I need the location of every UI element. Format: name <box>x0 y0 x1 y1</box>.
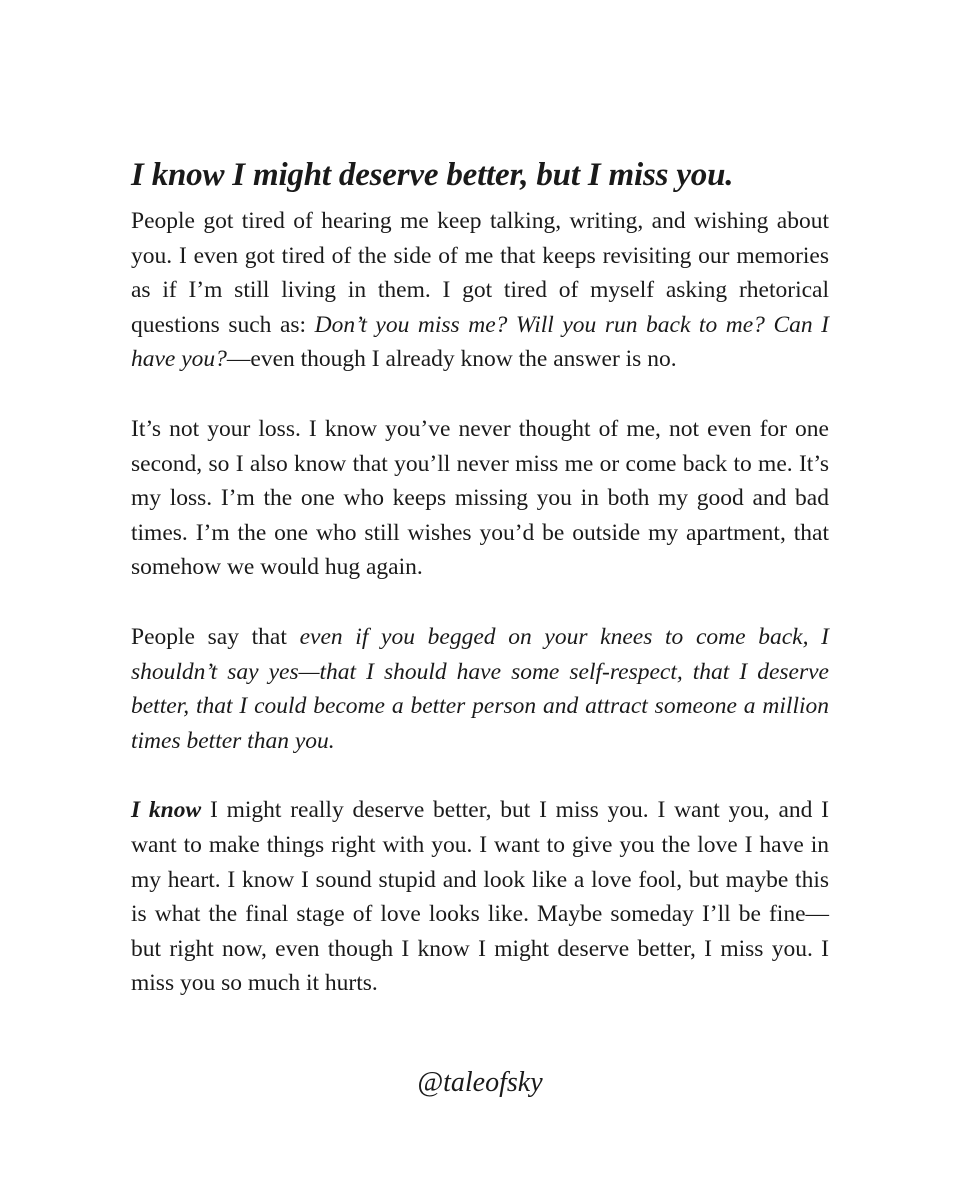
paragraph-4-emphasis: I know <box>131 797 202 824</box>
paragraph-1-text: People got tired of hearing me keep talking, writing, and wishing about you. I even got tired of the side of me that keeps revisiting our memories as if I’m still living in them. I got tired of myself asking rhetorical questions such as: <box>131 208 829 338</box>
paragraph-1 <box>131 204 829 377</box>
paragraph-4 <box>131 793 829 1001</box>
text-block <box>131 150 829 1001</box>
paragraph-2-text: It’s not your loss. I know you’ve never thought of me, not even for one second, so I also know that you’ll never miss me or come back to me. It’s my loss. I’m the one who keeps missing you in both my good and bad times. I’m the one who still wishes you’d be outside my apartment, that somehow we would hug again. <box>131 415 829 581</box>
paragraph-3-text: People say that <box>131 623 300 650</box>
page-title: I know I might deserve better, but I miss you. <box>131 157 734 193</box>
paragraph-4-text: I might really deserve better, but I miss you. I want you, and I want to make things right with you. I want to give you the love I have in my heart. I know I sound stupid and look like a love fool, but maybe this is what the final stage of love looks like. Maybe someday I’ll be fine—but right now, even though I know I might deserve better, I miss you. I miss you so much it hurts. <box>131 797 829 997</box>
paragraph-1-italic: Don’t you miss me? Will you run back to me? Can I have you? <box>131 311 830 373</box>
paragraph-3-italic: even if you begged on your knees to come back, I shouldn’t say yes—that I should have some self-respect, that I deserve better, that I could become a better person and attract someone a million times better than you. <box>131 623 829 754</box>
paragraph-3 <box>131 620 829 758</box>
paragraph-1-text-end: —even though I already know the answer is no. <box>226 346 677 373</box>
author-handle: @taleofsky <box>417 1067 543 1098</box>
paragraph-2 <box>131 412 829 585</box>
